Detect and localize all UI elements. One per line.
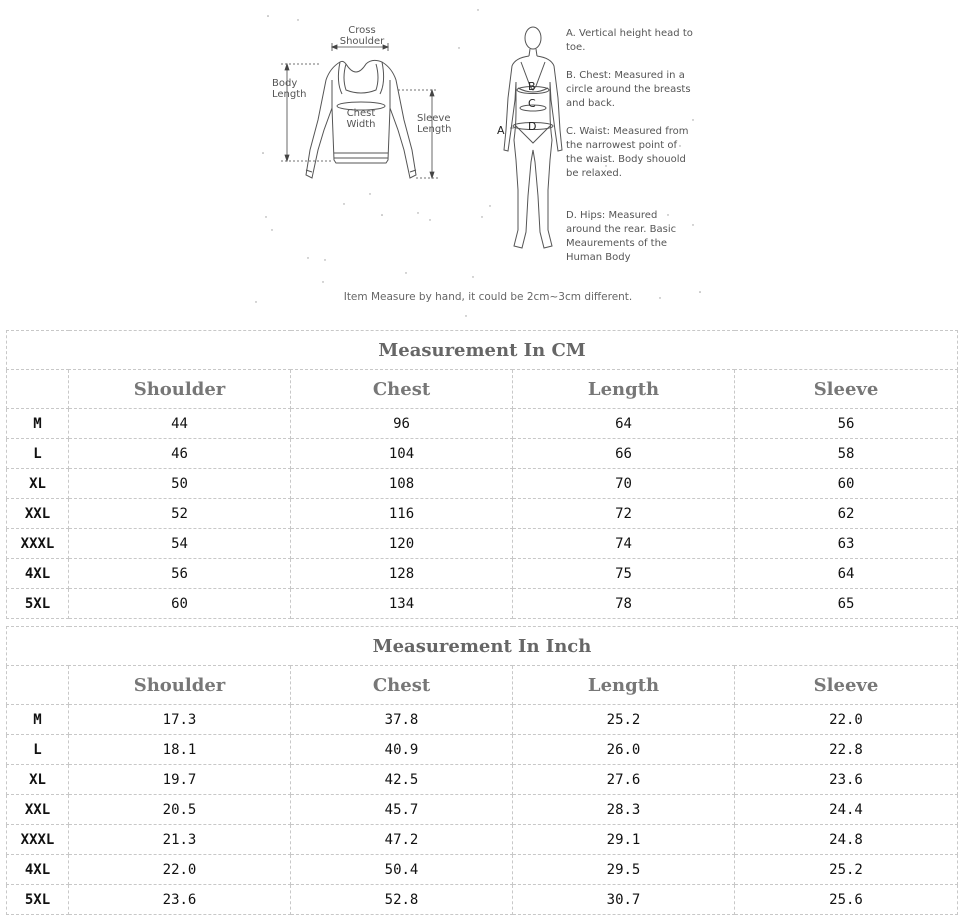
legend-item-c: C. Waist: Measured from the narrowest point of the waist. Body shouold be relaxed. (566, 126, 689, 179)
table-cell: 52.8 (291, 885, 513, 915)
legend-item-b: B. Chest: Measured in a circle around the breasts and back. (566, 70, 691, 109)
size-label: XXXL (7, 825, 69, 855)
human-body-illustration (504, 27, 562, 248)
table-cell: 42.5 (291, 765, 513, 795)
size-label: XXL (7, 795, 69, 825)
size-label: M (7, 409, 69, 439)
table-cell: 45.7 (291, 795, 513, 825)
table-cell: 29.1 (513, 825, 735, 855)
header-cell-empty (7, 370, 69, 409)
size-label: M (7, 705, 69, 735)
size-label: XXXL (7, 529, 69, 559)
table-cell: 62 (735, 499, 958, 529)
table-cell: 128 (291, 559, 513, 589)
table-cell: 58 (735, 439, 958, 469)
body-point-d: D (528, 120, 537, 133)
size-label: 5XL (7, 589, 69, 619)
body-length-label: Body Length (272, 78, 307, 100)
table-row (7, 765, 958, 795)
table-title: Measurement In Inch (7, 627, 958, 666)
table-cell: 23.6 (735, 765, 958, 795)
size-label: 4XL (7, 855, 69, 885)
table-cell: 72 (513, 499, 735, 529)
header-cell-empty (7, 666, 69, 705)
table-cell: 30.7 (513, 885, 735, 915)
table-row (7, 735, 958, 765)
table-cell: 63 (735, 529, 958, 559)
header-cell: Shoulder (69, 370, 291, 409)
header-cell: Sleeve (735, 666, 958, 705)
table-cell: 23.6 (69, 885, 291, 915)
table-row (7, 705, 958, 735)
table-cell: 78 (513, 589, 735, 619)
table-cell: 54 (69, 529, 291, 559)
legend-item-d: D. Hips: Measured around the rear. Basic Meaurements of the Human Body (566, 210, 677, 263)
table-cell: 120 (291, 529, 513, 559)
header-cell: Chest (291, 370, 513, 409)
table-header-row (7, 666, 958, 705)
table-cell: 104 (291, 439, 513, 469)
table-title: Measurement In CM (7, 331, 958, 370)
table-cell: 96 (291, 409, 513, 439)
table-cell: 20.5 (69, 795, 291, 825)
table-cell: 66 (513, 439, 735, 469)
table-cell: 22.0 (735, 705, 958, 735)
header-cell: Shoulder (69, 666, 291, 705)
cross-shoulder-label: Cross Shoulder (339, 25, 385, 47)
table-row (7, 795, 958, 825)
table-cell: 24.4 (735, 795, 958, 825)
header-cell: Sleeve (735, 370, 958, 409)
table-cell: 108 (291, 469, 513, 499)
table-cell: 52 (69, 499, 291, 529)
table-row (7, 409, 958, 439)
table-cell: 25.2 (735, 855, 958, 885)
table-cell: 56 (735, 409, 958, 439)
size-label: 5XL (7, 885, 69, 915)
table-cell: 40.9 (291, 735, 513, 765)
table-cell: 134 (291, 589, 513, 619)
table-cell: 64 (513, 409, 735, 439)
table-cell: 50 (69, 469, 291, 499)
table-row (7, 439, 958, 469)
table-row (7, 499, 958, 529)
header-cell: Length (513, 370, 735, 409)
size-label: XXL (7, 499, 69, 529)
size-label: L (7, 735, 69, 765)
table-row (7, 825, 958, 855)
table-cell: 25.6 (735, 885, 958, 915)
table-cell: 74 (513, 529, 735, 559)
table-row (7, 469, 958, 499)
sleeve-length-label: Sleeve Length (417, 113, 452, 135)
table-cell: 24.8 (735, 825, 958, 855)
table-cell: 47.2 (291, 825, 513, 855)
table-cell: 25.2 (513, 705, 735, 735)
table-cell: 60 (735, 469, 958, 499)
table-cell: 21.3 (69, 825, 291, 855)
table-cell: 50.4 (291, 855, 513, 885)
diagram-drawing (0, 0, 962, 320)
table-cell: 56 (69, 559, 291, 589)
table-row (7, 589, 958, 619)
table-row (7, 529, 958, 559)
header-cell: Chest (291, 666, 513, 705)
body-point-c: C (528, 97, 536, 110)
table-cell: 65 (735, 589, 958, 619)
table-cell: 37.8 (291, 705, 513, 735)
legend-item-a: A. Vertical height head to toe. (566, 28, 693, 53)
table-cell: 22.8 (735, 735, 958, 765)
size-label: XL (7, 469, 69, 499)
size-label: 4XL (7, 559, 69, 589)
body-point-b: B (528, 80, 536, 93)
table-cell: 26.0 (513, 735, 735, 765)
table-header-row (7, 370, 958, 409)
table-title-row (7, 331, 958, 370)
table-row (7, 885, 958, 915)
table-cell: 46 (69, 439, 291, 469)
table-cell: 19.7 (69, 765, 291, 795)
table-row (7, 559, 958, 589)
body-point-a: A (497, 124, 505, 137)
table-cell: 28.3 (513, 795, 735, 825)
table-cell: 70 (513, 469, 735, 499)
table-title-row (7, 627, 958, 666)
table-row (7, 855, 958, 885)
chest-width-label: Chest Width (346, 108, 376, 130)
table-cell: 27.6 (513, 765, 735, 795)
measurement-table-inch (6, 626, 958, 915)
size-label: XL (7, 765, 69, 795)
measurement-table-cm (6, 330, 958, 619)
table-cell: 64 (735, 559, 958, 589)
size-label: L (7, 439, 69, 469)
header-cell: Length (513, 666, 735, 705)
table-cell: 17.3 (69, 705, 291, 735)
table-cell: 44 (69, 409, 291, 439)
table-cell: 18.1 (69, 735, 291, 765)
table-cell: 29.5 (513, 855, 735, 885)
table-cell: 75 (513, 559, 735, 589)
table-cell: 116 (291, 499, 513, 529)
table-cell: 22.0 (69, 855, 291, 885)
measurement-diagram (0, 0, 962, 320)
table-cell: 60 (69, 589, 291, 619)
measure-note: Item Measure by hand, it could be 2cm~3cm different. (343, 291, 633, 303)
